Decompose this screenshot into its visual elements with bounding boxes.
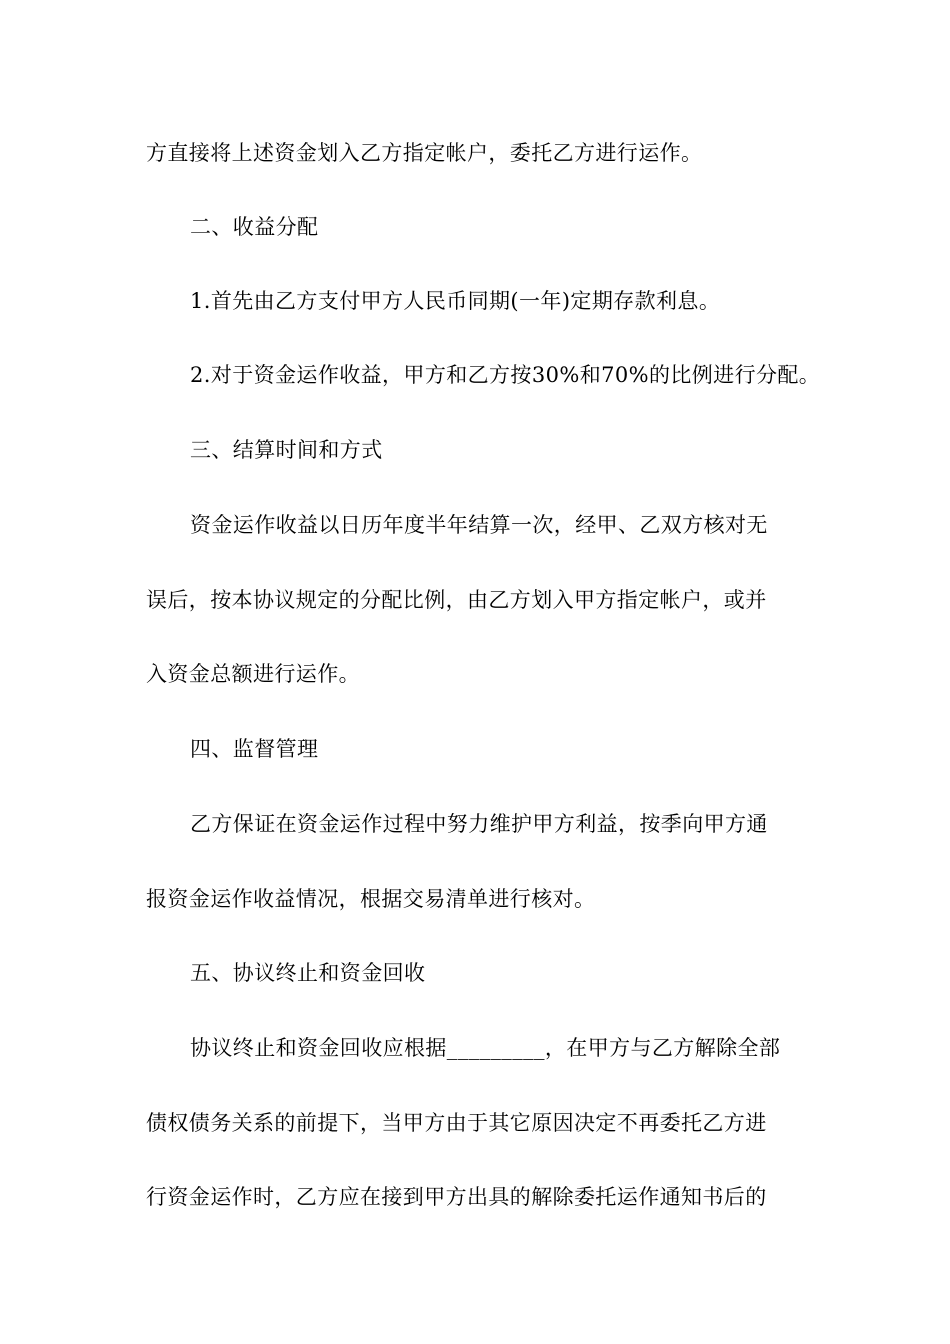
text-line-settlement-1: 资金运作收益以日历年度半年结算一次，经甲、乙双方核对无 (190, 513, 768, 537)
text-line-termination-2: 债权债务关系的前提下，当甲方由于其它原因决定不再委托乙方进 (146, 1111, 767, 1135)
text-line-item-2: 2.对于资金运作收益，甲方和乙方按30%和70%的比例进行分配。 (190, 363, 821, 387)
section-heading-termination: 五、协议终止和资金回收 (190, 961, 426, 985)
text-line-termination-1: 协议终止和资金回收应根据_________，在甲方与乙方解除全部 (190, 1036, 781, 1060)
text-line-supervision-2: 报资金运作收益情况，根据交易清单进行核对。 (146, 887, 596, 911)
text-line-item-1: 1.首先由乙方支付甲方人民币同期(一年)定期存款利息。 (190, 289, 721, 313)
text-line-termination-3: 行资金运作时，乙方应在接到甲方出具的解除委托运作通知书后的 (146, 1185, 767, 1209)
text-line-settlement-2: 误后，按本协议规定的分配比例，由乙方划入甲方指定帐户，或并 (146, 588, 767, 612)
section-heading-supervision: 四、监督管理 (190, 737, 319, 761)
section-heading-revenue-distribution: 二、收益分配 (190, 215, 319, 239)
text-line-supervision-1: 乙方保证在资金运作过程中努力维护甲方利益，按季向甲方通 (190, 812, 768, 836)
section-heading-settlement: 三、结算时间和方式 (190, 438, 383, 462)
text-line-1: 方直接将上述资金划入乙方指定帐户，委托乙方进行运作。 (146, 141, 703, 165)
text-line-settlement-3: 入资金总额进行运作。 (146, 662, 360, 686)
